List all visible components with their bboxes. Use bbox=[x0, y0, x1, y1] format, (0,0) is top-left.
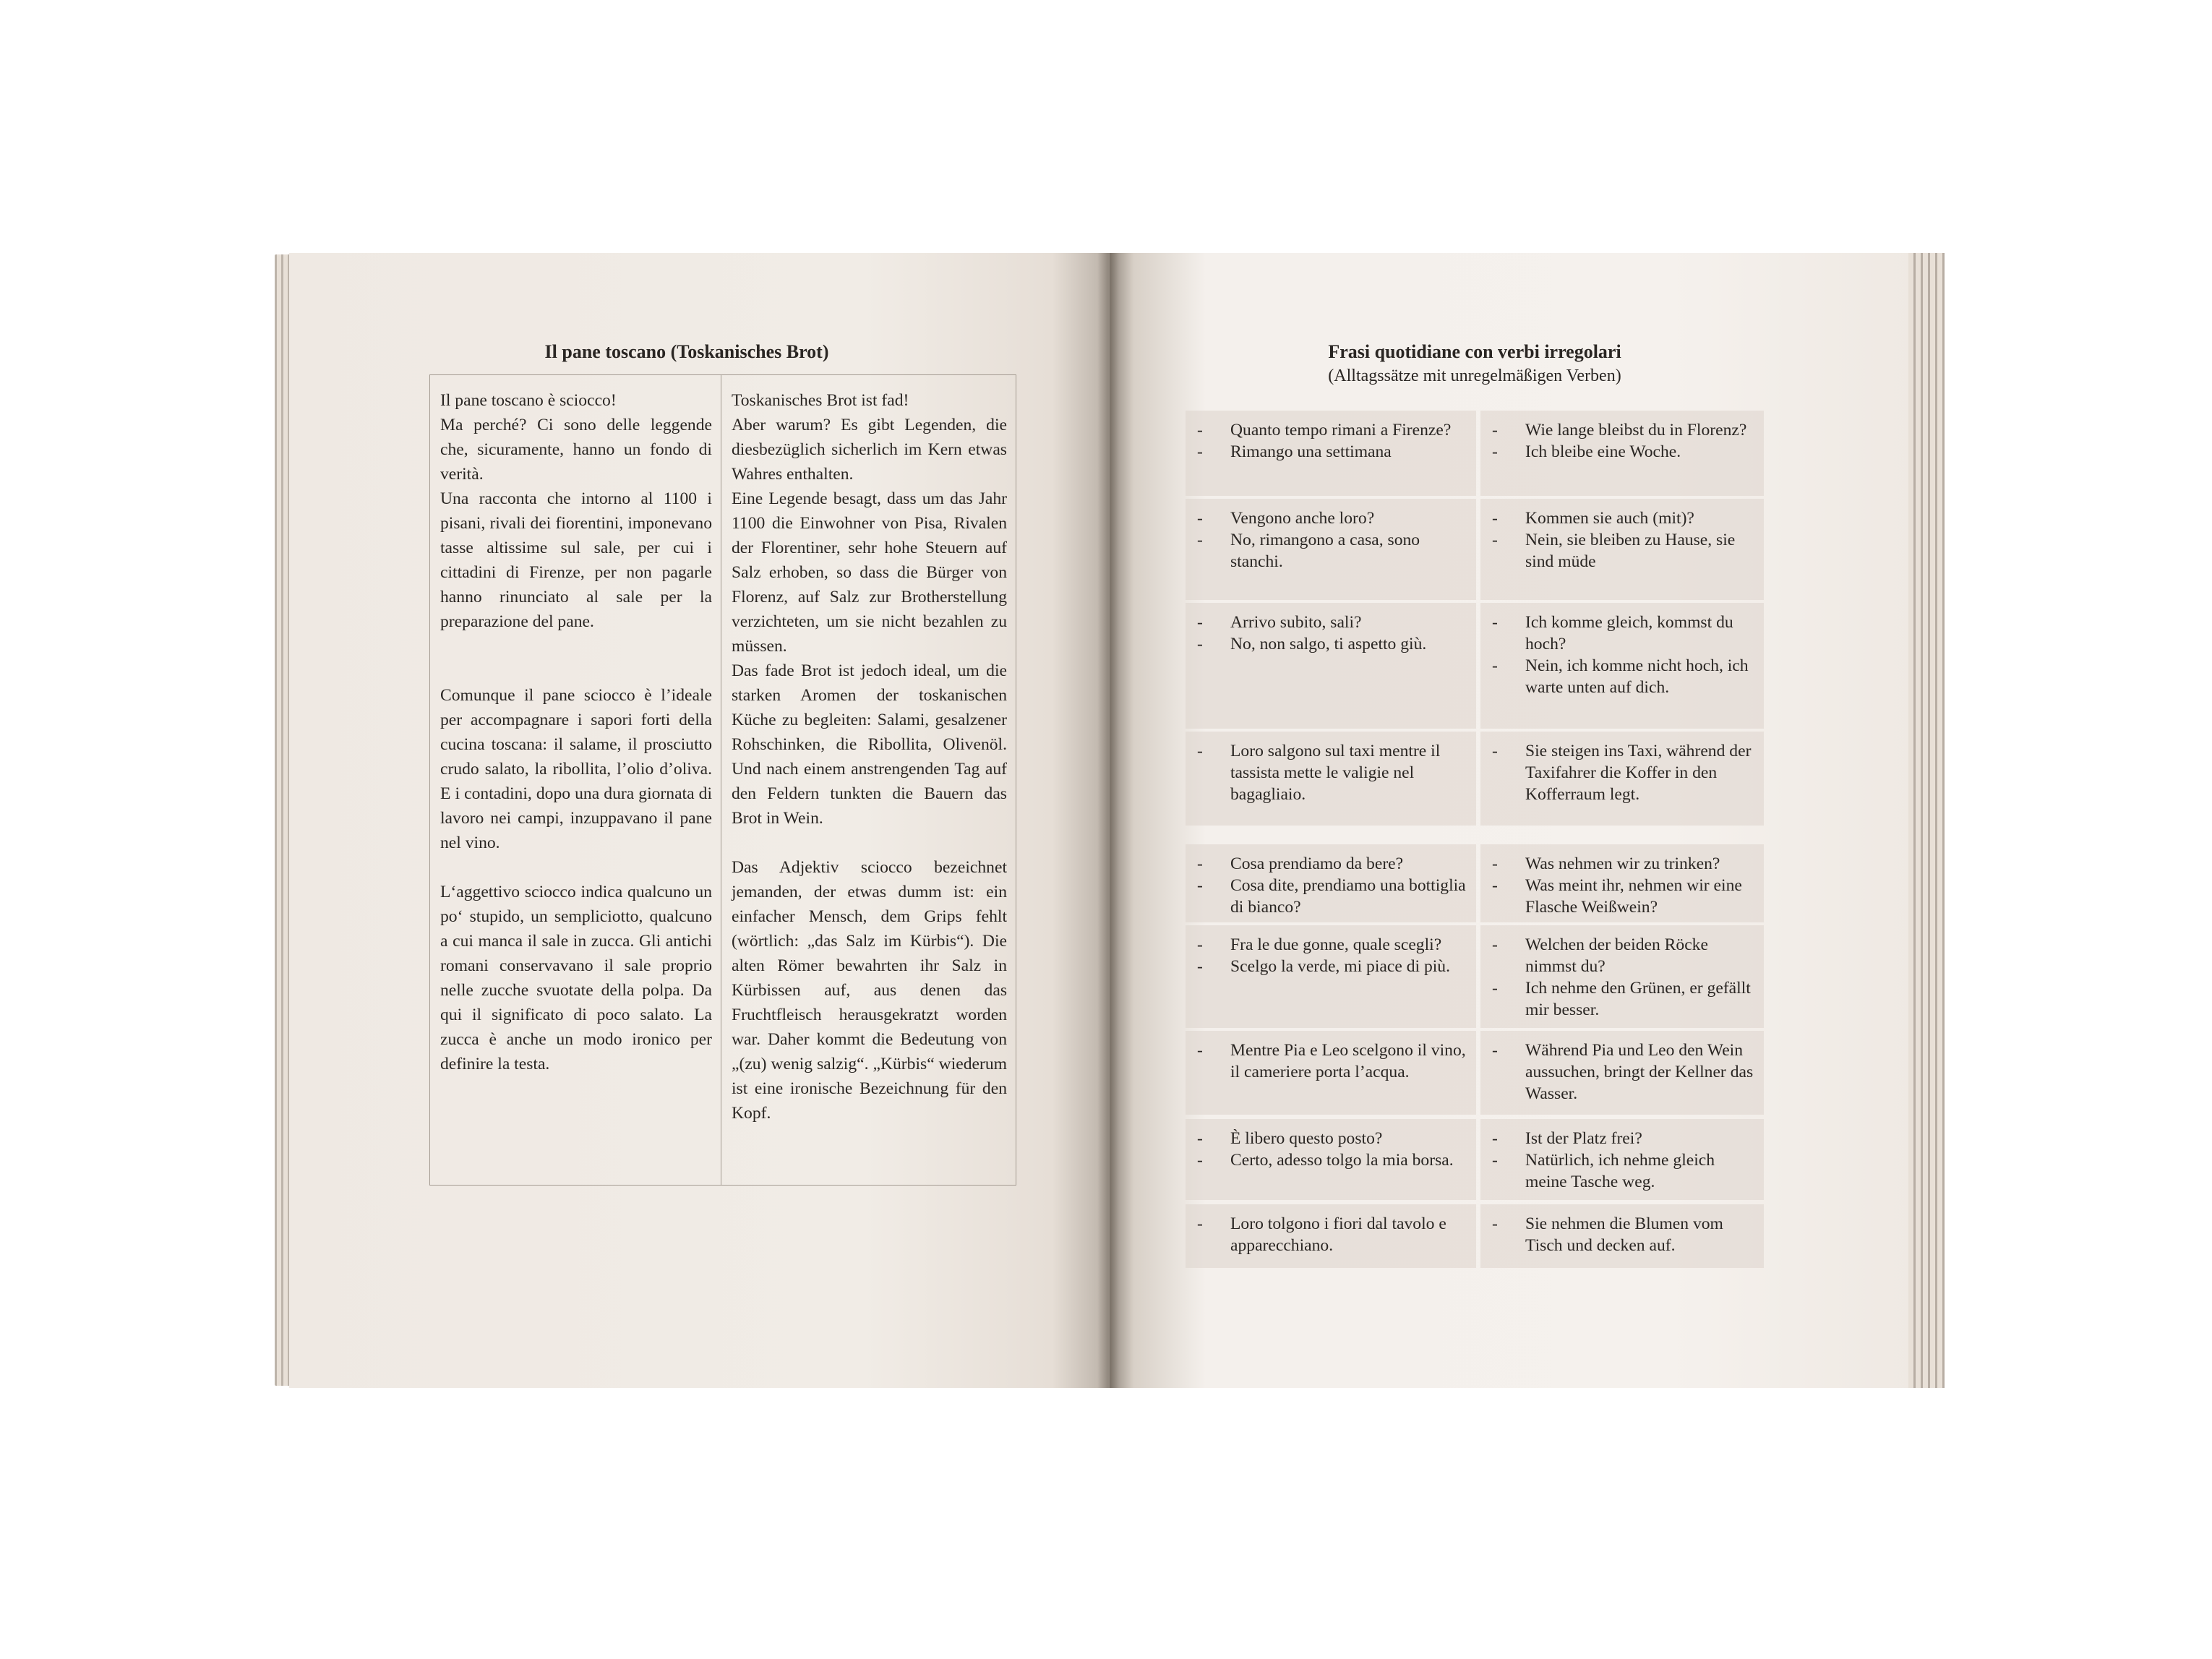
italian-column bbox=[430, 375, 721, 1185]
phrase-italian: - Arrivo subito, sali? - No, non salgo, ti aspetto giù. bbox=[1186, 603, 1476, 729]
phrase-german: - Sie nehmen die Blumen vom Tisch und decken auf. bbox=[1480, 1204, 1764, 1268]
phrase-row bbox=[1186, 603, 1764, 729]
phrase-line: No, non salgo, ti aspetto giù. bbox=[1230, 635, 1427, 653]
phrase-line: Quanto tempo rimani a Firenze? bbox=[1230, 421, 1452, 440]
phrase-line: Ich bleibe eine Woche. bbox=[1525, 442, 1681, 461]
phrase-line: Vengono anche loro? bbox=[1230, 509, 1375, 528]
phrase-line: Während Pia und Leo den Wein aussuchen, bringt der Kellner das Wasser. bbox=[1525, 1041, 1754, 1103]
german-paragraph: Aber warum? Es gibt Legenden, die diesbezüglich sicherlich im Kern etwas Wahres enthalten. bbox=[732, 416, 1007, 484]
italian-paragraph: L‘aggettivo sciocco indica qualcuno un po‘ stupido, un sempliciotto, qualcuno a cui manca il sale in zucca. Gli antichi romani conservavano il sale proprio nelle zucche svuotate della polpa. Da qui il significato di poco salato. La zucca è anche un modo ironico per definire la testa. bbox=[440, 883, 712, 1073]
right-page-title: Frasi quotidiane con verbi irregolari bbox=[1328, 341, 1621, 362]
phrase-line: Kommen sie auch (mit)? bbox=[1525, 509, 1694, 528]
phrase-line: No, rimangono a casa, sono stanchi. bbox=[1230, 531, 1420, 571]
phrase-line: Cosa prendiamo da bere? bbox=[1230, 854, 1404, 873]
right-page-subtitle: (Alltagssätze mit unregelmäßigen Verben) bbox=[1328, 366, 1621, 385]
german-column bbox=[721, 375, 1016, 1185]
left-page-title: Il pane toscano (Toskanisches Brot) bbox=[544, 341, 829, 362]
phrase-line: Natürlich, ich nehme gleich meine Tasche weg. bbox=[1525, 1151, 1715, 1191]
phrase-german: - Sie steigen ins Taxi, während der Taxifahrer die Koffer in den Kofferraum legt. bbox=[1480, 732, 1764, 826]
phrase-row bbox=[1186, 1119, 1764, 1200]
phrase-line: Certo, adesso tolgo la mia borsa. bbox=[1230, 1151, 1454, 1170]
phrase-german: - Während Pia und Leo den Wein aussuchen, bringt der Kellner das Wasser. bbox=[1480, 1031, 1764, 1115]
german-paragraph: Eine Legende besagt, dass um das Jahr 1100 die Einwohner von Pisa, Rivalen der Florentiner, sehr hohe Steuern auf Salz erhoben, so dass die Bürger von Florenz, auf Salz zur Brotherstellung verzichteten, um sie nicht bezahlen zu müssen. bbox=[732, 489, 1007, 656]
bilingual-text-table bbox=[429, 374, 1016, 1186]
phrase-german: - Ist der Platz frei? - Natürlich, ich nehme gleich meine Tasche weg. bbox=[1480, 1119, 1764, 1200]
phrase-line: Wie lange bleibst du in Florenz? bbox=[1525, 421, 1747, 440]
phrase-german: - Kommen sie auch (mit)? - Nein, sie bleiben zu Hause, sie sind müde bbox=[1480, 499, 1764, 600]
book-spine bbox=[1097, 253, 1119, 1388]
phrase-line: Was meint ihr, nehmen wir eine Flasche Weißwein? bbox=[1525, 876, 1742, 917]
phrase-row bbox=[1186, 1204, 1764, 1268]
phrase-line: Sie nehmen die Blumen vom Tisch und decken auf. bbox=[1525, 1214, 1723, 1255]
german-paragraph: Toskanisches Brot ist fad! bbox=[732, 391, 909, 410]
phrase-row bbox=[1186, 1031, 1764, 1115]
phrase-italian: - Loro tolgono i fiori dal tavolo e apparecchiano. bbox=[1186, 1204, 1476, 1268]
phrase-line: Arrivo subito, sali? bbox=[1230, 613, 1362, 632]
phrase-italian: - È libero questo posto? - Certo, adesso tolgo la mia borsa. bbox=[1186, 1119, 1476, 1200]
phrase-italian: - Cosa prendiamo da bere? - Cosa dite, prendiamo una bottiglia di bianco? bbox=[1186, 844, 1476, 922]
phrase-line: Was nehmen wir zu trinken? bbox=[1525, 854, 1720, 873]
phrase-line: Sie steigen ins Taxi, während der Taxifahrer die Koffer in den Kofferraum legt. bbox=[1525, 742, 1752, 804]
phrase-row bbox=[1186, 732, 1764, 826]
phrase-line: Fra le due gonne, quale scegli? bbox=[1230, 935, 1442, 954]
phrase-line: Loro salgono sul taxi mentre il tassista mette le valigie nel bagagliaio. bbox=[1230, 742, 1441, 804]
phrase-line: Rimango una settimana bbox=[1230, 442, 1392, 461]
phrase-german: - Ich komme gleich, kommst du hoch? - Nein, ich komme nicht hoch, ich warte unten auf dich. bbox=[1480, 603, 1764, 729]
phrase-italian: - Mentre Pia e Leo scelgono il vino, il cameriere porta l’acqua. bbox=[1186, 1031, 1476, 1115]
phrase-italian: - Fra le due gonne, quale scegli? - Scelgo la verde, mi piace di più. bbox=[1186, 925, 1476, 1028]
phrase-row bbox=[1186, 844, 1764, 922]
phrase-line: Scelgo la verde, mi piace di più. bbox=[1230, 957, 1450, 976]
phrase-line: Cosa dite, prendiamo una bottiglia di bianco? bbox=[1230, 876, 1466, 917]
phrase-line: Nein, sie bleiben zu Hause, sie sind müde bbox=[1525, 531, 1736, 571]
phrase-line: Ich nehme den Grünen, er gefällt mir besser. bbox=[1525, 979, 1751, 1019]
phrase-row bbox=[1186, 925, 1764, 1028]
italian-paragraph: Il pane toscano è sciocco! bbox=[440, 391, 617, 410]
phrase-italian: - Quanto tempo rimani a Firenze? - Rimango una settimana bbox=[1186, 411, 1476, 496]
phrase-line: Nein, ich komme nicht hoch, ich warte unten auf dich. bbox=[1525, 656, 1749, 697]
italian-paragraph: Una racconta che intorno al 1100 i pisani, rivali dei fiorentini, imponevano tasse altissime sul sale, per cui i cittadini di Firenze, per non pagarle hanno rinunciato al sale per la preparazione del pane. bbox=[440, 489, 712, 631]
phrase-line: Welchen der beiden Röcke nimmst du? bbox=[1525, 935, 1708, 976]
phrase-german: - Wie lange bleibst du in Florenz? - Ich bleibe eine Woche. bbox=[1480, 411, 1764, 496]
phrase-italian: - Loro salgono sul taxi mentre il tassista mette le valigie nel bagagliaio. bbox=[1186, 732, 1476, 826]
italian-paragraph: Ma perché? Ci sono delle leggende che, sicuramente, hanno un fondo di verità. bbox=[440, 416, 712, 484]
phrase-line: Ich komme gleich, kommst du hoch? bbox=[1525, 613, 1733, 653]
phrase-german: - Was nehmen wir zu trinken? - Was meint ihr, nehmen wir eine Flasche Weißwein? bbox=[1480, 844, 1764, 922]
italian-paragraph: Comunque il pane sciocco è l’ideale per accompagnare i sapori forti della cucina toscana: il salame, il prosciutto crudo salato, la ribollita, l’olio d’oliva. E i contadini, dopo una dura giornata di lavoro nei campi, inzuppavano il pane nel vino. bbox=[440, 686, 712, 852]
german-paragraph: Das Adjektiv sciocco bezeichnet jemanden, der etwas dumm ist: ein einfacher Mensch, dem Grips fehlt (wörtlich: „das Salz im Kürbis“). Die alten Römer bewahrten ihr Salz in Kürbissen auf, aus denen das Fruchtfleisch herausgekratzt worden war. Daher kommt die Bedeutung von „(zu) wenig salzig“. „Kürbis“ wiederum ist eine ironische Bezeichnung für den Kopf. bbox=[732, 858, 1007, 1123]
phrase-italian: - Vengono anche loro? - No, rimangono a casa, sono stanchi. bbox=[1186, 499, 1476, 600]
german-paragraph: Das fade Brot ist jedoch ideal, um die starken Aromen der toskanischen Küche zu begleiten: Salami, gesalzener Rohschinken, die Ribollita, Olivenöl. Und nach einem anstrengenden Tag auf den Feldern tunkten die Bauern das Brot in Wein. bbox=[732, 661, 1007, 828]
phrase-line: Ist der Platz frei? bbox=[1525, 1129, 1642, 1148]
phrase-row bbox=[1186, 499, 1764, 600]
right-page-edges bbox=[1908, 253, 1945, 1388]
phrase-line: Mentre Pia e Leo scelgono il vino, il cameriere porta l’acqua. bbox=[1230, 1041, 1466, 1081]
phrase-line: È libero questo posto? bbox=[1230, 1129, 1383, 1148]
phrase-german: - Welchen der beiden Röcke nimmst du? - Ich nehme den Grünen, er gefällt mir besser. bbox=[1480, 925, 1764, 1028]
phrase-row bbox=[1186, 411, 1764, 496]
phrase-line: Loro tolgono i fiori dal tavolo e apparecchiano. bbox=[1230, 1214, 1446, 1255]
